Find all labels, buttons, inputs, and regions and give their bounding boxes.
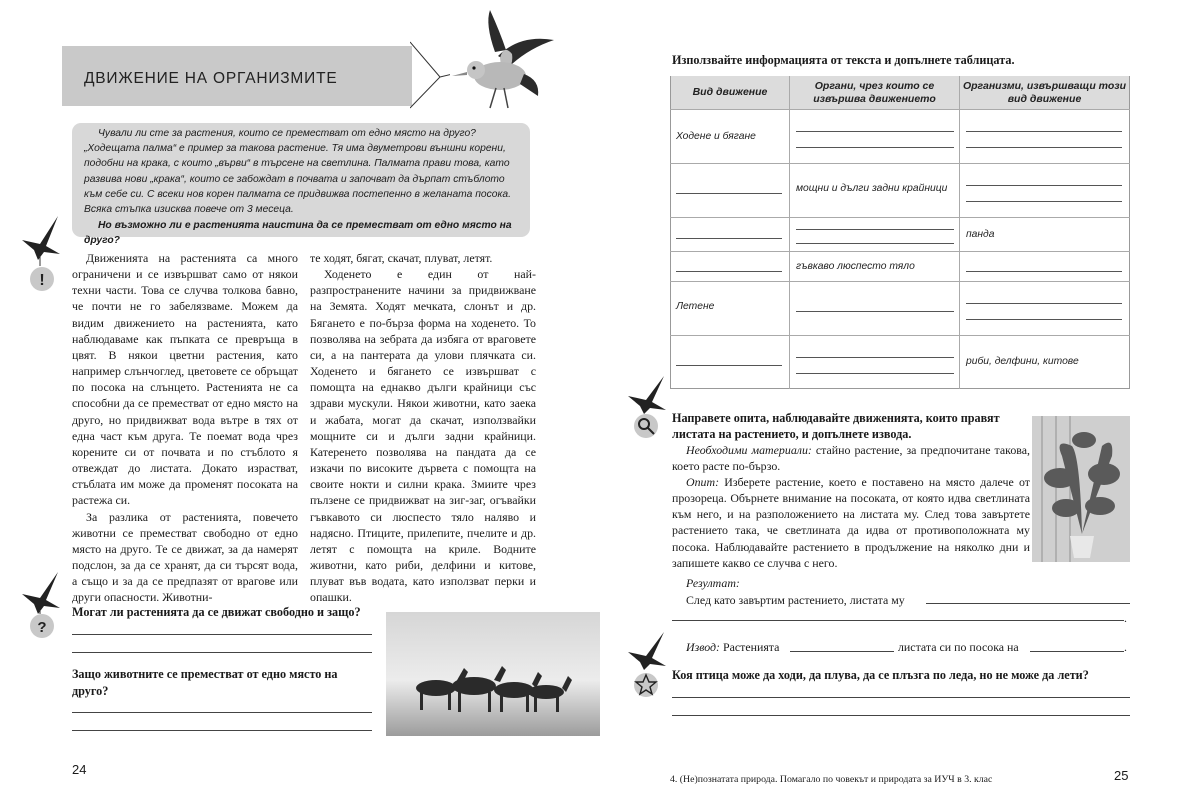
table-header-cell: Органи, чрез които се извършва движението [790,76,959,109]
answer-line[interactable] [796,131,954,132]
bird-star-icon [624,630,668,700]
question-3: Коя птица може да ходи, да плува, да се плъзга по леда, но не може да лети? [672,668,1089,682]
conclusion-period: . [1124,640,1127,654]
intro-box [72,123,530,247]
table-divider [789,76,790,389]
table-divider [670,251,1130,252]
seagull-icon [440,4,560,114]
answer-line[interactable] [1030,651,1124,652]
table-cell: мощни и дълги задни крайници [796,183,948,194]
answer-line[interactable] [672,697,1130,698]
procedure-label: Опит: [686,475,720,490]
table-divider [670,335,1130,336]
bird-magnifier-icon [624,374,668,440]
answer-line[interactable] [966,147,1122,148]
paragraph: Ходенето е един от най-разпространените начини за придвижване на Земята. Ходят мечката, слонът и др. Бягането е по-бърза форма на ходенето. То позволява на зебрата да избяга от враговете си, а на пантерата да улови плячката си. Ходенето и бягането се извършват с помощта на еднакво дълги крайници със здрави мускули. Някои животни, като заека и жабата, могат да скачат, използвайки мощните си и дълги задни крайници. Катеренето позволява на пандата да се изкачи по високите дървета с помощта на своите нокти и силни крака. Змиите чрез пълзене се придвижват на зиг-заг, огъвайки гъвкавото си люспесто тяло наляво и надясно. Птиците, прилепите, пчелите и др. летят с помощта на криле. Водните животни, като риби, делфини и китове, плуват във водата, като използват перки и опашки. [310,267,536,605]
procedure-text: Изберете растение, което е поставено на място далече от прозореца. Обърнете внимание на посоката, от която идва светлината към него, и на разположението на листата му. След това завъртете растението така, че светлината да идва от противоположната му посока. Наблюдавайте растението в продължение на няколко дни и запишете какво се случва с него. [672,475,1030,570]
intro-question: Но възможно ли е растенията наистина да се преместват от едно място на друго? [84,220,512,247]
answer-line[interactable] [966,201,1122,202]
table-instruction: Използвайте информацията от текста и допълнете таблицата. [672,53,1015,67]
result-label: Резултат: [686,576,740,590]
table-divider [670,109,1130,110]
intro-paragraph: Чували ли сте за растения, които се преместват от едно място на друго? „Ходещата палма“ е пример за такова растение. Тя има двуметрови външни корени, подобни на крака, с които „върви“ в търсене на светлина. Палмата прави това, като развива нови „крака“, които се забождат в почвата и започват да дърпат стъблото към себе си. С всеки нов корен палмата се придвижва постепенно в желаната посока. Всяка стъпка изисква повече от 3 месеца. [84,128,511,216]
svg-text:!: ! [39,272,45,289]
paragraph: За разлика от растенията, повечето животни се преместват свободно от едно място на друго. Те се движат, за да намерят подслон, за да се хранят, да си търсят вода, а също и за да се предпазят от врагове или други опасности. Животни- [72,509,298,605]
question-2: Защо животните се преместват от едно място на друго? [72,667,338,698]
fill-in-table [670,76,1130,389]
table-cell: риби, делфини, китове [966,356,1079,367]
answer-line[interactable] [796,357,954,358]
answer-line[interactable] [966,319,1122,320]
table-divider [959,76,960,389]
paragraph: Движенията на растенията са много ограничени и се извършват само от някои техни части. Това се случва толкова бавно, че почти не го забелязваме. Можем да видим движението на растенията, като наблюдаваме как пъпката се превръща в цвят. В някои цветни растения, като например слънчоглед, цветовете се обръщат по посока на слънцето. Растенията не са способни да се преместват от едно място на друго, но придвижват вода вътре в тях от една част към друга. Те поемат вода чрез корените си от почвата и по стъблото я отвеждат до листата. Докато израстват, стъблата им може да променят посоката на растежа си. [72,251,298,508]
footer: 4. (Не)познатата природа. Помагало по човекът и природата за ИУЧ в 3. клас [670,774,993,785]
page-number-left: 24 [72,762,87,777]
answer-line[interactable] [672,715,1130,716]
answer-line[interactable] [796,243,954,244]
svg-text:?: ? [37,619,47,636]
bird-exclamation-icon [18,210,64,292]
answer-line[interactable] [796,147,954,148]
table-divider [670,217,1130,218]
answer-line[interactable] [676,365,782,366]
table-border [670,76,1130,389]
answer-line[interactable] [72,652,372,653]
experiment-title: Направете опита, наблюдавайте движенията, които правят листата на растението, и допълнете извода. [672,411,1000,441]
answer-line[interactable] [72,730,372,731]
table-divider [670,281,1130,282]
conclusion-label: Извод: [686,640,720,654]
answer-line[interactable] [672,620,1124,621]
paragraph: те ходят, бягат, скачат, плуват, летят. [310,251,493,265]
table-divider [670,163,1130,164]
conclusion-part1: Растенията [720,640,780,654]
table-cell: панда [966,229,995,240]
experiment-body [672,442,1030,571]
table-cell: Ходене и бягане [676,131,756,142]
conclusion-part2: листата си по посока на [898,640,1019,654]
answer-line[interactable] [796,229,954,230]
text-column-1 [72,250,298,605]
materials-text: стайно растение, за предпочитане такова, което расте по-бързо. [672,443,1030,474]
text-column-2 [310,250,536,605]
result-period: . [1124,611,1127,625]
answer-line[interactable] [966,131,1122,132]
answer-line[interactable] [790,651,894,652]
answer-line[interactable] [796,311,954,312]
conclusion [686,640,779,655]
page-number-right: 25 [1114,768,1129,783]
page-title: ДВИЖЕНИЕ НА ОРГАНИЗМИТЕ [84,70,338,87]
bird-question-icon [18,570,64,640]
answer-line[interactable] [966,303,1122,304]
question-1: Могат ли растенията да се движат свободно и защо? [72,605,361,619]
materials-label: Необходими материали: [686,443,812,457]
table-cell: гъвкаво люспесто тяло [796,261,915,272]
table-header-cell: Организми, извършващи този вид движение [960,76,1129,109]
answer-line[interactable] [966,271,1122,272]
answer-line[interactable] [966,185,1122,186]
answer-line[interactable] [676,271,782,272]
answer-line[interactable] [72,712,372,713]
horses-photo [386,612,600,736]
plant-photo [1032,416,1130,562]
answer-line[interactable] [72,634,372,635]
table-cell: Летене [676,301,715,312]
answer-line[interactable] [796,373,954,374]
answer-line[interactable] [676,238,782,239]
answer-line[interactable] [926,603,1130,604]
table-header-cell: Вид движение [671,76,789,109]
answer-line[interactable] [676,193,782,194]
result-sentence: След като завъртим растението, листата му [686,593,905,607]
